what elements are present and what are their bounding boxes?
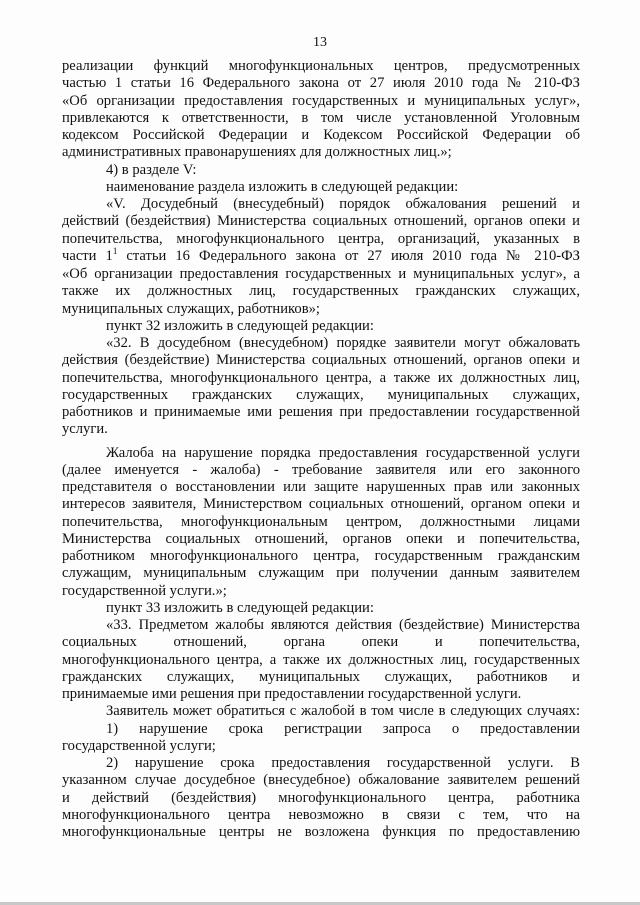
text-line: 4) в разделе V: — [106, 161, 197, 178]
text-line: социальных отношений, органа опеки и попечительства, — [62, 634, 580, 651]
text-line: попечительства, многофункциональным центром, должностными лицами — [62, 513, 580, 530]
text-line: гражданских служащих, муниципальных служащих, работников и — [62, 668, 580, 685]
text-line: наименование раздела изложить в следующей редакции: — [106, 178, 459, 195]
superscript: 1 — [112, 245, 118, 256]
text-line: указанном случае досудебное (внесудебное) обжалование заявителем решений — [62, 772, 580, 789]
text-line: государственных гражданских служащих, муниципальных служащих, — [62, 386, 580, 403]
text-line: услуги. — [62, 421, 108, 438]
text-line: «Об организации предоставления государственных и муниципальных услуг», — [62, 92, 580, 109]
text-line: работников и принимаемые ими решения при предоставлении государственной — [62, 404, 580, 420]
text-line: государственной услуги; — [62, 737, 216, 754]
page-number: 13 — [313, 35, 327, 50]
text-line: Министерства социальных отношений, органов опеки и попечительства, — [62, 530, 580, 547]
text-line: административных правонарушениях для должностных лиц.»; — [62, 144, 452, 161]
text-line: действия (бездействие) Министерства социальных отношений, органов опеки и — [62, 352, 580, 369]
text-line: 2) нарушение срока предоставления государственной услуги. В — [106, 755, 580, 771]
text-line: и действий (бездействия) многофункционального центра, работника — [62, 789, 580, 806]
text-line: «33. Предметом жалобы являются действия (бездействие) Министерства — [106, 617, 580, 633]
text-line: также их должностных лиц, государственных гражданских служащих, — [62, 283, 580, 300]
text-line: служащим, муниципальным служащим при получении данным заявителем — [62, 565, 580, 582]
text-line — [62, 245, 580, 266]
text-line: работником многофункционального центра, государственным гражданским — [62, 548, 580, 564]
text-fragment: части 1 — [62, 247, 113, 264]
text-line: пункт 33 изложить в следующей редакции: — [106, 599, 374, 616]
text-line: (далее именуется - жалоба) - требование заявителя или его законного — [62, 461, 580, 478]
text-line: многофункциональные центры не возложена функция по предоставлению — [62, 824, 580, 840]
text-line: реализации функций многофункциональных центров, предусмотренных — [62, 58, 580, 74]
text-line: Заявитель может обратиться с жалобой в том числе в следующих случаях: — [106, 703, 580, 720]
text-line: попечительства, многофункционального центра, а также их должностных лиц, — [62, 369, 580, 386]
text-line: муниципальных служащих, работников»; — [62, 300, 320, 317]
text-line: привлекаются к ответственности, в том числе установленной Уголовным — [62, 109, 580, 126]
text-fragment: статьи 16 Федерального закона от 27 июля 2010 года № 210-ФЗ — [117, 247, 580, 264]
text-line: государственной услуги.»; — [62, 582, 227, 599]
text-line: действий (бездействия) Министерства социальных отношений, органов опеки и — [62, 213, 580, 230]
text-line: частью 1 статьи 16 Федерального закона от 27 июля 2010 года № 210-ФЗ — [62, 75, 580, 92]
text-line: принимаемые ими решения при предоставлении государственной услуги. — [62, 686, 522, 702]
text-line: пункт 32 изложить в следующей редакции: — [106, 317, 374, 334]
document-body — [62, 58, 580, 841]
text-line: представителя о восстановлении или защите нарушенных прав или законных — [62, 479, 580, 495]
text-line: «V. Досудебный (внесудебный) порядок обжалования решений и — [106, 196, 580, 212]
text-line: многофункционального центра, а также их должностных лиц, государственных — [62, 651, 580, 668]
text-line: «32. В досудебном (внесудебном) порядке заявители могут обжаловать — [106, 335, 580, 351]
text-line: многофункционального центра невозможно в связи с тем, что на — [62, 806, 580, 823]
text-line: попечительства, многофункционального центра, организаций, указанных в — [62, 230, 580, 247]
text-line: Жалоба на нарушение порядка предоставления государственной услуги — [106, 444, 580, 461]
text-line: интересов заявителя, Министерством социальных отношений, органом опеки и — [62, 496, 580, 513]
text-line: «Об организации предоставления государственных и муниципальных услуг», а — [62, 266, 580, 282]
text-line: 1) нарушение срока регистрации запроса о предоставлении — [106, 720, 580, 737]
text-line: кодексом Российской Федерации и Кодексом Российской Федерации об — [62, 127, 580, 143]
